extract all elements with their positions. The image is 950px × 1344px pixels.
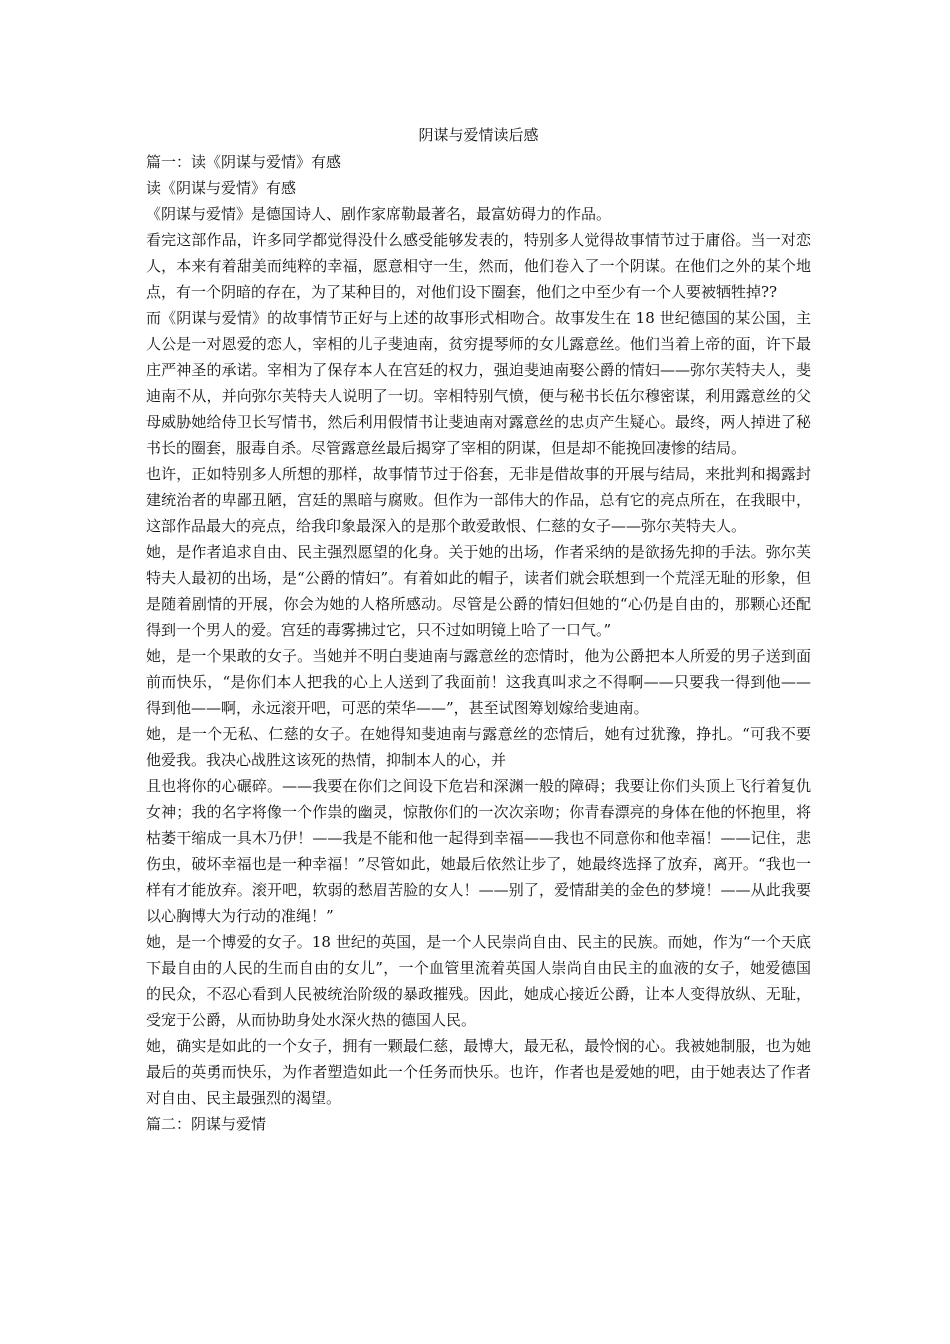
paragraph-7-continued: 且也将你的心碾碎。——我要在你们之间设下危岩和深渊一般的障碍；我要让你们头顶上飞行着复仇女神；我的名字将像一个作祟的幽灵，惊散你们的一次次亲吻；你青春漂亮的身体在他的怀抱里，将枯萎干缩成一具木乃伊！——我是不能和他一起得到幸福——我也不同意你和他幸福！——记住，悲伤虫，破坏幸福也是一种幸福！”尽管如此，她最后依然让步了，她最终选择了放弃，离开。“我也一样有才能放弃。滚开吧，软弱的愁眉苦脸的女人！——别了，爱情甜美的金色的梦境！——从此我要以心胸博大为行动的准绳！” [146,777,811,925]
section-heading-1: 篇一：读《阴谋与爱情》有感 [146,153,342,171]
paragraph-intro: 《阴谋与爱情》是德国诗人、剧作家席勒最著名，最富妨碍力的作品。 [146,205,612,223]
paragraph-2: 看完这部作品，许多同学都觉得没什么感受能够发表的，特别多人觉得故事情节过于庸俗。当一对恋人，本来有着甜美而纯粹的幸福，愿意相守一生，然而，他们卷入了一个阴谋。在他们之外的某个地点，有一个阴暗的存在，为了某种目的，对他们设下圈套，他们之中至少有一个人要被牺牲掉?? [146,231,811,301]
paragraph-8: 她，是一个博爱的女子。18 世纪的英国，是一个人民崇尚自由、民主的民族。而她，作为“一个天底下最自由的人民的生而自由的女儿”，一个血管里流着英国人崇尚自由民主的血液的女子，她爱德国的民众，不忍心看到人民被统治阶级的暴政摧残。因此，她成心接近公爵，让本人变得放纵、无耻，受宠于公爵，从而协助身处水深火热的德国人民。 [146,933,811,1029]
paragraph-7: 她，是一个无私、仁慈的女子。在她得知斐迪南与露意丝的恋情后，她有过犹豫，挣扎。“可我不要他爱我。我决心战胜这该死的热情，抑制本人的心，并 [146,725,811,769]
paragraph-6: 她，是一个果敢的女子。当她并不明白斐迪南与露意丝的恋情时，他为公爵把本人所爱的男子送到面前而快乐，“是你们本人把我的心上人送到了我面前！这我真叫求之不得啊——只要我一得到他——得到他——啊，永远滚开吧，可恶的荣华——”，甚至试图筹划嫁给斐迪南。 [146,647,811,717]
paragraph-3: 而《阴谋与爱情》的故事情节正好与上述的故事形式相吻合。故事发生在 18 世纪德国的某公国，主人公是一对恩爱的恋人，宰相的儿子斐迪南，贫穷提琴师的女儿露意丝。他们当着上帝的面，许下最庄严神圣的承诺。宰相为了保存本人在宫廷的权力，强迫斐迪南娶公爵的情妇——弥尔芙特夫人，斐迪南不从，并向弥尔芙特夫人说明了一切。宰相特别气愤，便与秘书长伍尔穆密谋，利用露意丝的父母威胁她给侍卫长写情书，然后利用假情书让斐迪南对露意丝的忠贞产生疑心。最终，两人掉进了秘书长的圈套，服毒自杀。尽管露意丝最后揭穿了宰相的阴谋，但是却不能挽回凄惨的结局。 [146,309,811,457]
section-heading-2: 篇二：阴谋与爱情 [146,1115,267,1133]
document-page [146,122,811,1137]
document-title: 阴谋与爱情读后感 [418,126,539,144]
essay-subtitle: 读《阴谋与爱情》有感 [146,179,297,197]
paragraph-5: 她，是作者追求自由、民主强烈愿望的化身。关于她的出场，作者采纳的是欲扬先抑的手法。弥尔芙特夫人最初的出场，是“公爵的情妇”。有着如此的帽子，读者们就会联想到一个荒淫无耻的形象，但是随着剧情的开展，你会为她的人格所感动。尽管是公爵的情妇但她的“心仍是自由的，那颗心还配得到一个男人的爱。宫廷的毒雾拂过它，只不过如明镜上哈了一口气。” [146,543,811,639]
paragraph-9: 她，确实是如此的一个女子，拥有一颗最仁慈，最博大，最无私，最怜悯的心。我被她制服，也为她最后的英勇而快乐，为作者塑造如此一个任务而快乐。也许，作者也是爱她的吧，由于她表达了作者对自由、民主最强烈的渴望。 [146,1037,811,1107]
paragraph-4: 也许，正如特别多人所想的那样，故事情节过于俗套，无非是借故事的开展与结局，来批判和揭露封建统治者的卑鄙丑陋，宫廷的黑暗与腐败。但作为一部伟大的作品，总有它的亮点所在，在我眼中，这部作品最大的亮点，给我印象最深入的是那个敢爱敢恨、仁慈的女子——弥尔芙特夫人。 [146,465,811,535]
